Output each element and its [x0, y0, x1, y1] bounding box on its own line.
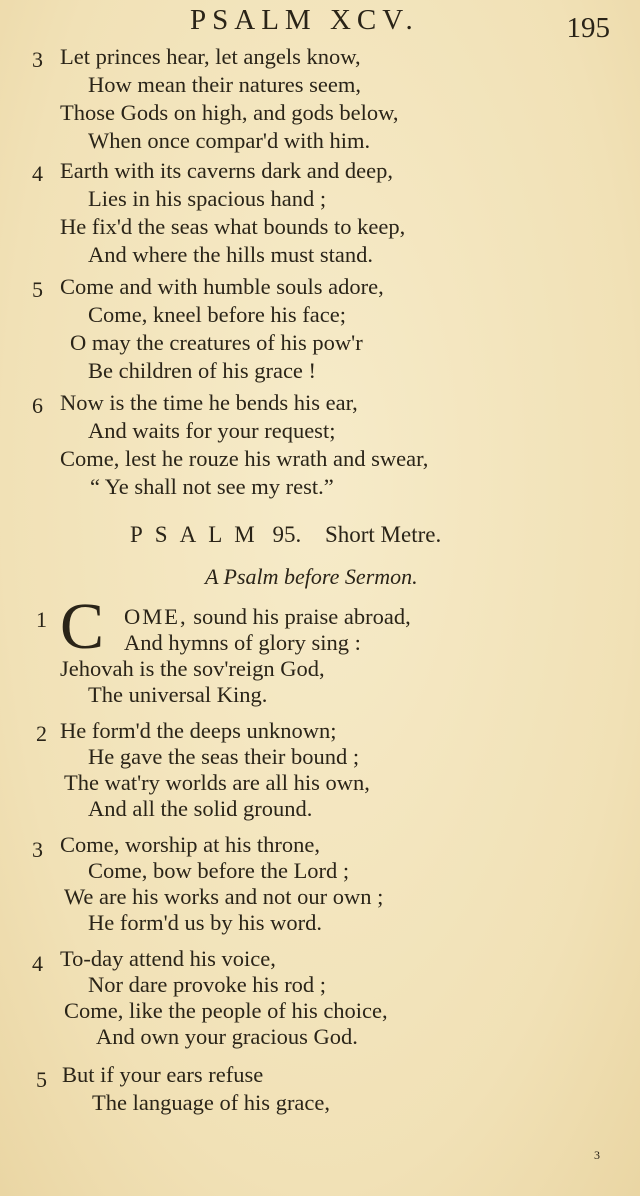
verse-line: We are his works and not our own ;: [64, 884, 384, 909]
verse-line: The wat'ry worlds are all his own,: [64, 770, 370, 795]
verse-line: Come, bow before the Lord ;: [88, 858, 350, 883]
verse-line: When once compar'd with him.: [88, 128, 371, 153]
verse-line: Jehovah is the sov'reign God,: [60, 656, 325, 681]
page-number: 195: [566, 12, 610, 44]
verse-line: How mean their natures seem,: [88, 72, 362, 97]
verse-line: And waits for your request;: [88, 418, 336, 443]
running-title: PSALM XCV.: [190, 4, 419, 36]
psalm-heading: [130, 522, 441, 548]
verse-line: Those Gods on high, and gods below,: [60, 100, 399, 125]
signature-mark: 3: [594, 1148, 600, 1162]
verse-line: To-day attend his voice,: [60, 946, 276, 971]
psalm-heading-word: PSALM: [130, 522, 267, 547]
verse-line: And own your gracious God.: [96, 1024, 358, 1049]
verse-line: And all the solid ground.: [88, 796, 313, 821]
verse-line: Come and with humble souls adore,: [60, 274, 384, 299]
verse-line: Come, lest he rouze his wrath and swear,: [60, 446, 429, 471]
first-line-rest: sound his praise abroad,: [187, 604, 411, 629]
verse-line: Come, kneel before his face;: [88, 302, 347, 327]
psalm-metre: Short Metre.: [324, 522, 442, 547]
stanza-number: 2: [36, 721, 47, 746]
verse-line: He gave the seas their bound ;: [88, 744, 360, 769]
stanza-number: 6: [32, 393, 43, 418]
verse-line: Be children of his grace !: [88, 358, 317, 383]
verse-line: Lies in his spacious hand ;: [88, 186, 327, 211]
verse-line: He fix'd the seas what bounds to keep,: [60, 214, 406, 239]
stanza-number: 5: [32, 277, 43, 302]
stanza-number: 1: [36, 607, 47, 632]
drop-cap: C: [60, 590, 105, 663]
stanza-number: 3: [32, 837, 43, 862]
verse-line: The language of his grace,: [92, 1090, 331, 1115]
verse-line: Now is the time he bends his ear,: [60, 390, 358, 415]
verse-line: “ Ye shall not see my rest.”: [90, 474, 334, 499]
verse-line: He form'd the deeps unknown;: [60, 718, 337, 743]
page-header: [0, 0, 640, 44]
verse-line: [124, 604, 411, 630]
verse-line: Come, like the people of his choice,: [64, 998, 388, 1023]
verse-line: Nor dare provoke his rod ;: [88, 972, 327, 997]
verse-line: He form'd us by his word.: [88, 910, 323, 935]
psalm-heading-number: 95.: [272, 522, 302, 547]
stanza-number: 4: [32, 161, 43, 186]
verse-line: But if your ears refuse: [62, 1062, 264, 1087]
stanza-number: 4: [32, 951, 43, 976]
verse-line: O may the creatures of his pow'r: [70, 330, 363, 355]
verse-line: And where the hills must stand.: [88, 242, 373, 267]
stanza-number: 5: [36, 1067, 47, 1092]
verse-line: And hymns of glory sing :: [124, 630, 361, 655]
first-word-caps: OME,: [124, 604, 188, 629]
verse-line: Earth with its caverns dark and deep,: [60, 158, 394, 183]
verse-line: Let princes hear, let angels know,: [60, 44, 361, 69]
psalm-subtitle: A Psalm before Sermon.: [205, 564, 418, 589]
verse-line: The universal King.: [88, 682, 268, 707]
verse-line: Come, worship at his throne,: [60, 832, 320, 857]
stanza-number: 3: [32, 47, 43, 72]
